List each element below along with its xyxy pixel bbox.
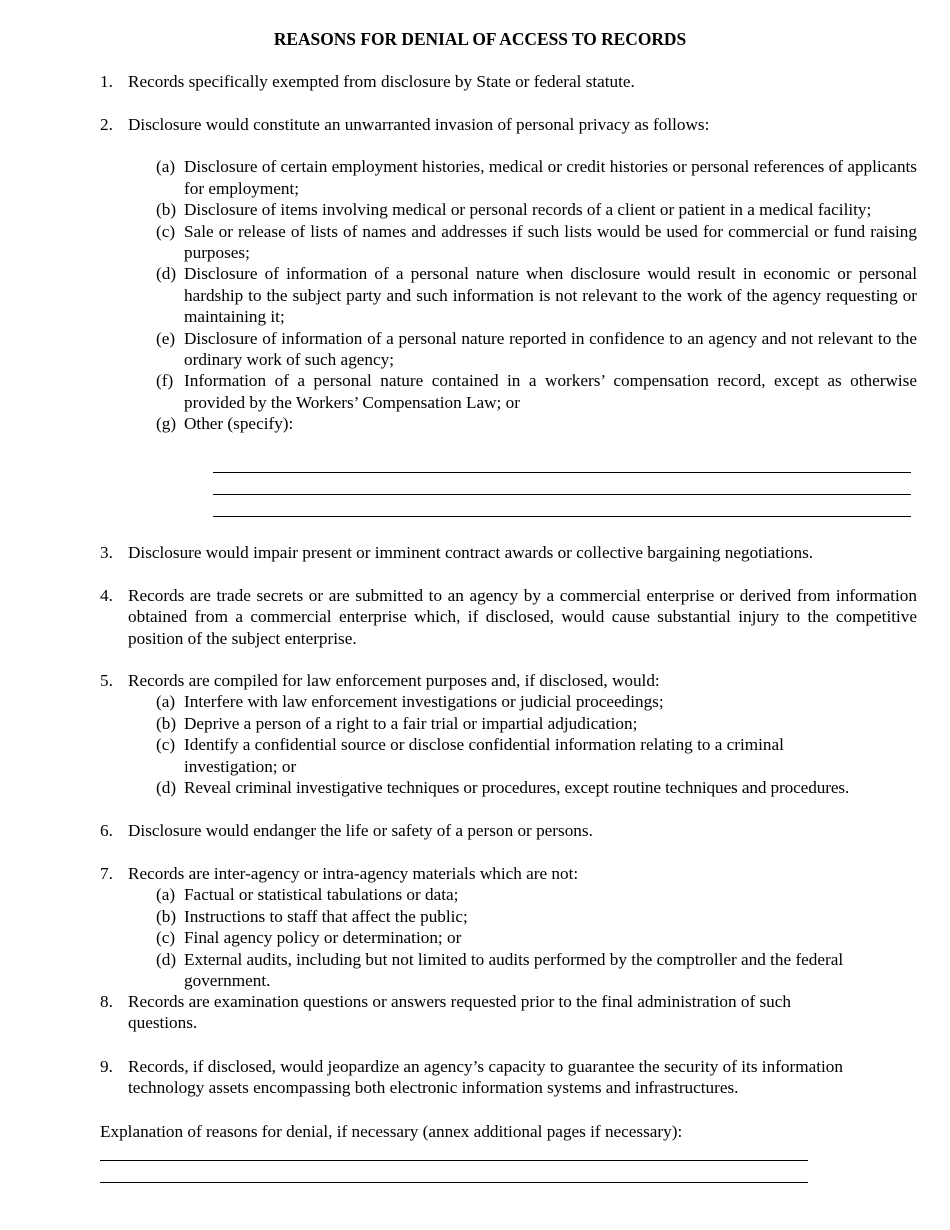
reason-item-9 [100, 1056, 917, 1099]
reason-number: 1. [100, 72, 113, 91]
subitem-d [156, 263, 917, 327]
subitem-text: Final agency policy or determination; or [184, 928, 462, 948]
law-enforcement-subitems [156, 691, 917, 798]
subitem-text: Factual or statistical tabulations or data; [184, 885, 459, 905]
subitem-b [156, 713, 917, 734]
subitem-a [156, 691, 917, 712]
reason-item-8 [100, 991, 917, 1034]
other-specify-line-3[interactable] [213, 516, 911, 517]
subitem-c [156, 734, 917, 777]
inter-agency-subitems [156, 884, 917, 991]
subitem-label: (b) [156, 713, 177, 733]
subitem-label: (d) [156, 949, 177, 969]
subitem-text: Disclosure of information of a personal nature reported in confidence to an agency and not relevant to the ordinary work of such agency; [184, 328, 917, 370]
subitem-d [156, 949, 917, 992]
reason-number: 3. [100, 543, 113, 562]
reason-item-6 [100, 820, 917, 841]
subitem-label: (d) [156, 778, 177, 798]
reason-number: 4. [100, 586, 113, 605]
subitem-text: Identify a confidential source or disclose confidential information relating to a criminal investigation; or [184, 735, 784, 776]
reason-text: Records specifically exempted from disclosure by State or federal statute. [128, 72, 635, 91]
subitem-c [156, 221, 917, 264]
subitem-text: Reveal criminal investigative techniques or procedures, except routine techniques and procedures. [184, 778, 850, 798]
reason-item-4 [100, 585, 917, 649]
subitem-d [156, 777, 917, 798]
subitem-a [156, 884, 917, 905]
privacy-subitems [156, 156, 917, 434]
explanation-line-2[interactable] [100, 1182, 808, 1183]
subitem-text: Other (specify): [184, 414, 294, 434]
subitem-label: (b) [156, 200, 177, 220]
subitem-text: Instructions to staff that affect the public; [184, 906, 468, 926]
reason-text: Records, if disclosed, would jeopardize an agency’s capacity to guarantee the security of its information technology assets encompassing both electronic information systems and infrastructures. [128, 1057, 843, 1098]
reason-number: 5. [100, 671, 113, 690]
reason-item-2 [100, 114, 917, 435]
subitem-label: (c) [156, 221, 176, 241]
subitem-text: Disclosure of information of a personal nature when disclosure would result in economic or personal hardship to the subject party and such information is not relevant to the work of the agency requesting or maintaining it; [184, 264, 917, 327]
explanation-label: Explanation of reasons for denial, if necessary (annex additional pages if necessary): [100, 1122, 683, 1141]
subitem-text: Disclosure of certain employment histories, medical or credit histories or personal references of applicants for employment; [184, 157, 917, 198]
reason-number: 6. [100, 821, 113, 840]
other-specify-line-1[interactable] [213, 472, 911, 473]
reason-number: 2. [100, 115, 113, 134]
reason-text: Records are compiled for law enforcement purposes and, if disclosed, would: [128, 671, 660, 690]
subitem-label: (c) [156, 928, 176, 948]
reason-item-3 [100, 542, 917, 563]
subitem-label: (a) [156, 157, 176, 177]
explanation-line-1[interactable] [100, 1160, 808, 1161]
subitem-text: Interfere with law enforcement investigations or judicial proceedings; [184, 692, 664, 712]
subitem-f [156, 370, 917, 413]
reason-text: Disclosure would endanger the life or safety of a person or persons. [128, 821, 593, 840]
subitem-c [156, 927, 917, 948]
subitem-label: (d) [156, 264, 177, 284]
reason-number: 7. [100, 864, 113, 883]
subitem-g [156, 413, 917, 434]
subitem-text: Information of a personal nature contained in a workers’ compensation record, except as otherwise provided by the Workers’ Compensation Law; or [184, 371, 917, 412]
subitem-label: (a) [156, 885, 176, 905]
subitem-label: (b) [156, 906, 177, 926]
subitem-label: (g) [156, 414, 177, 434]
subitem-label: (f) [156, 371, 174, 391]
other-specify-line-2[interactable] [213, 494, 911, 495]
subitem-e [156, 328, 917, 371]
reason-item-7 [100, 863, 917, 991]
reason-text: Records are examination questions or answers requested prior to the final administration of such questions. [128, 992, 791, 1033]
subitem-label: (a) [156, 692, 176, 712]
subitem-text: Sale or release of lists of names and addresses if such lists would be used for commercial or fund raising purposes; [184, 221, 917, 263]
reason-text: Records are trade secrets or are submitted to an agency by a commercial enterprise or derived from information obtained from a commercial enterprise which, if disclosed, would cause substantial injury to the competitive position of the subject enterprise. [128, 586, 917, 648]
subitem-text: External audits, including but not limited to audits performed by the comptroller and the federal government. [184, 949, 844, 991]
reason-text: Disclosure would impair present or imminent contract awards or collective bargaining negotiations. [128, 543, 814, 562]
reason-item-5 [100, 670, 917, 798]
reason-number: 9. [100, 1057, 113, 1076]
reason-text: Records are inter-agency or intra-agency materials which are not: [128, 864, 579, 883]
subitem-b [156, 906, 917, 927]
subitem-label: (c) [156, 735, 176, 755]
subitem-text: Deprive a person of a right to a fair trial or impartial adjudication; [184, 713, 638, 733]
page-title: REASONS FOR DENIAL OF ACCESS TO RECORDS [273, 29, 687, 49]
reason-text: Disclosure would constitute an unwarranted invasion of personal privacy as follows: [128, 115, 710, 134]
subitem-b [156, 199, 917, 220]
subitem-text: Disclosure of items involving medical or personal records of a client or patient in a medical facility; [184, 200, 872, 220]
subitem-a [156, 156, 917, 199]
reason-item-1 [100, 71, 917, 92]
reason-number: 8. [100, 992, 113, 1011]
subitem-label: (e) [156, 328, 176, 348]
